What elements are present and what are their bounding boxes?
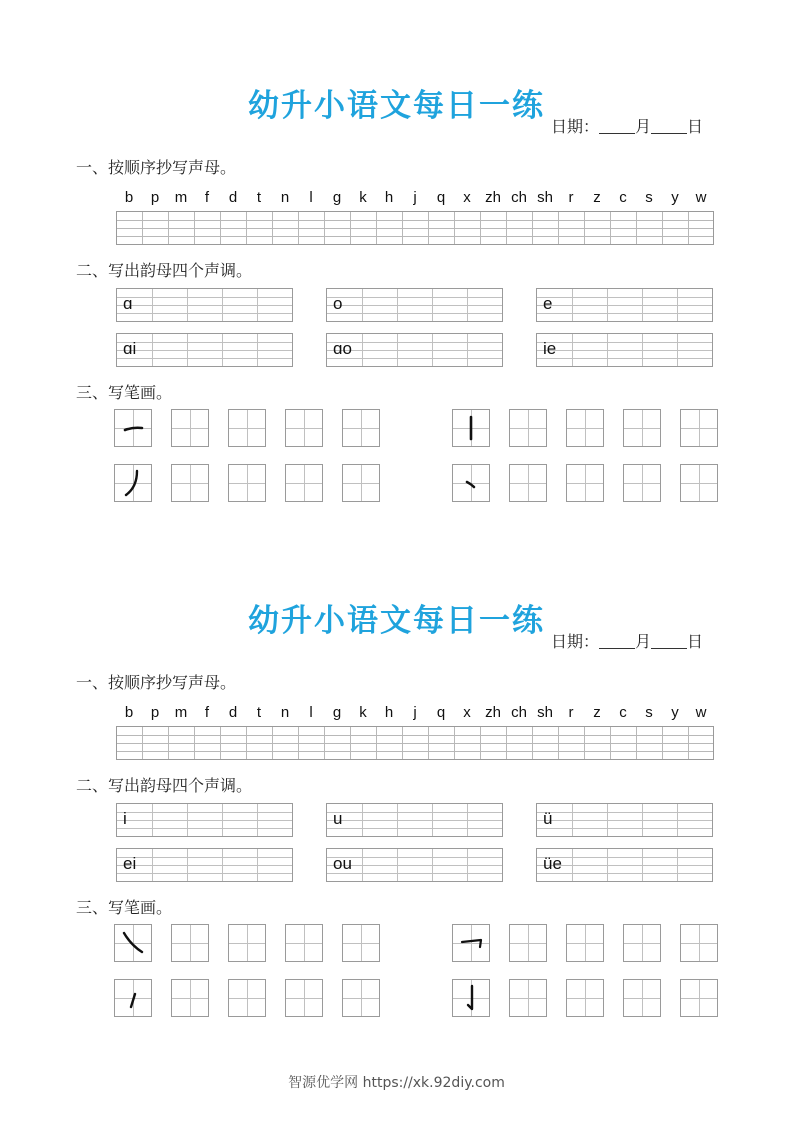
section-1-heading: 一、按顺序抄写声母。 (76, 158, 237, 177)
initial-letter: d (228, 704, 238, 721)
tone-writing-box[interactable] (326, 333, 503, 367)
tianzige-cell[interactable] (171, 924, 209, 962)
tianzige-cell[interactable] (342, 979, 380, 1017)
day-blank[interactable] (651, 634, 687, 649)
initial-letter: z (593, 189, 601, 206)
initial-letter: ch (511, 704, 527, 721)
initial-letter: z (593, 704, 601, 721)
date-label: 日期： (551, 117, 600, 136)
initial-letter: q (436, 704, 446, 721)
initial-letter: c (619, 189, 627, 206)
tianzige-cell[interactable] (680, 979, 718, 1017)
tianzige-cell[interactable] (171, 464, 209, 502)
initial-letter: p (150, 189, 160, 206)
initial-letter: l (309, 704, 313, 721)
initial-letter: p (150, 704, 160, 721)
tianzige-cell[interactable] (623, 409, 661, 447)
initial-letter: h (384, 704, 394, 721)
tianzige-cell[interactable] (509, 924, 547, 962)
initial-letter: x (463, 704, 471, 721)
initial-letter: b (124, 704, 134, 721)
tianzige-cell[interactable] (623, 464, 661, 502)
tianzige-cell[interactable] (285, 924, 323, 962)
final-label: i (123, 809, 127, 828)
tianzige-cell[interactable] (509, 409, 547, 447)
final-label: ei (123, 854, 137, 873)
tone-writing-box[interactable] (536, 288, 713, 322)
page-title: 幼升小语文每日一练 (248, 603, 545, 639)
tianzige-cell[interactable] (452, 924, 490, 962)
initial-letter: j (413, 189, 417, 206)
tianzige-cell[interactable] (285, 979, 323, 1017)
initial-letter: g (332, 704, 342, 721)
day-label: 日 (687, 117, 704, 136)
tone-writing-box[interactable] (116, 288, 293, 322)
tone-writing-box[interactable] (326, 288, 503, 322)
initial-letter: y (671, 189, 679, 206)
tianzige-cell[interactable] (171, 979, 209, 1017)
initial-letter: n (280, 189, 290, 206)
tone-writing-box[interactable] (536, 333, 713, 367)
initial-letter: r (568, 189, 574, 206)
final-label: ɑi (123, 339, 137, 358)
tianzige-cell[interactable] (114, 409, 152, 447)
final-label: ie (543, 339, 557, 358)
initial-letter: h (384, 189, 394, 206)
stroke-shugou-icon (453, 980, 489, 1016)
tone-writing-box[interactable] (116, 333, 293, 367)
tone-writing-box[interactable] (536, 848, 713, 882)
initial-letter: k (359, 704, 367, 721)
initial-letter: w (695, 189, 707, 206)
tianzige-cell[interactable] (228, 464, 266, 502)
initials-writing-grid[interactable] (116, 726, 714, 760)
initial-letter: m (174, 704, 188, 721)
stroke-heng-icon (115, 410, 151, 446)
date-line (551, 114, 703, 137)
final-label: e (543, 294, 553, 313)
initial-letter: zh (485, 704, 501, 721)
initial-letter: sh (537, 704, 553, 721)
section-1-heading: 一、按顺序抄写声母。 (76, 673, 237, 692)
tianzige-cell[interactable] (623, 924, 661, 962)
initial-letter: q (436, 189, 446, 206)
tianzige-cell[interactable] (566, 979, 604, 1017)
final-label: üe (543, 854, 562, 873)
section-3-heading: 三、写笔画。 (76, 898, 173, 917)
section-2-heading: 二、写出韵母四个声调。 (76, 261, 253, 280)
initial-letter: f (204, 189, 210, 206)
tianzige-cell[interactable] (509, 979, 547, 1017)
tianzige-cell[interactable] (452, 409, 490, 447)
tianzige-cell[interactable] (228, 924, 266, 962)
initial-letter: n (280, 704, 290, 721)
final-label: ɑo (333, 339, 352, 358)
tianzige-cell[interactable] (623, 979, 661, 1017)
initial-letter: j (413, 704, 417, 721)
initials-row (116, 704, 714, 724)
stroke-shu-icon (453, 410, 489, 446)
final-label: ü (543, 809, 553, 828)
tone-writing-box[interactable] (536, 803, 713, 837)
date-line (551, 629, 703, 652)
tianzige-cell[interactable] (680, 464, 718, 502)
initial-letter: s (645, 189, 653, 206)
day-label: 日 (687, 632, 704, 651)
initial-letter: ch (511, 189, 527, 206)
initial-letter: k (359, 189, 367, 206)
section-3-heading: 三、写笔画。 (76, 383, 173, 402)
section-2-heading: 二、写出韵母四个声调。 (76, 776, 253, 795)
initials-row (116, 189, 714, 209)
tianzige-cell[interactable] (114, 924, 152, 962)
month-label: 月 (635, 632, 652, 651)
tone-writing-box[interactable] (116, 803, 293, 837)
stroke-dian-icon (453, 465, 489, 501)
final-label: o (333, 294, 343, 313)
month-blank[interactable] (599, 634, 635, 649)
initial-letter: zh (485, 189, 501, 206)
initial-letter: s (645, 704, 653, 721)
footer-text: 智源优学网 https://xk.92diy.com (288, 1075, 505, 1091)
tianzige-cell[interactable] (114, 464, 152, 502)
initial-letter: sh (537, 189, 553, 206)
page-title: 幼升小语文每日一练 (248, 88, 545, 124)
tianzige-cell[interactable] (566, 409, 604, 447)
tianzige-cell[interactable] (342, 924, 380, 962)
final-label: ou (333, 854, 352, 873)
tianzige-cell[interactable] (342, 464, 380, 502)
month-label: 月 (635, 117, 652, 136)
initial-letter: r (568, 704, 574, 721)
initial-letter: b (124, 189, 134, 206)
initial-letter: l (309, 189, 313, 206)
final-label: ɑ (123, 294, 133, 313)
tianzige-cell[interactable] (680, 924, 718, 962)
final-label: u (333, 809, 343, 828)
stroke-ti-icon (115, 980, 151, 1016)
tianzige-cell[interactable] (509, 464, 547, 502)
initial-letter: y (671, 704, 679, 721)
stroke-na-icon (115, 925, 151, 961)
initial-letter: f (204, 704, 210, 721)
tianzige-cell[interactable] (171, 409, 209, 447)
tianzige-cell[interactable] (228, 979, 266, 1017)
tianzige-cell[interactable] (452, 979, 490, 1017)
tianzige-cell[interactable] (228, 409, 266, 447)
initial-letter: x (463, 189, 471, 206)
stroke-pie-icon (115, 465, 151, 501)
tianzige-cell[interactable] (566, 924, 604, 962)
month-blank[interactable] (599, 119, 635, 134)
day-blank[interactable] (651, 119, 687, 134)
initial-letter: w (695, 704, 707, 721)
initials-writing-grid[interactable] (116, 211, 714, 245)
tianzige-cell[interactable] (452, 464, 490, 502)
stroke-hengzhe-icon (453, 925, 489, 961)
date-label: 日期： (551, 632, 600, 651)
initial-letter: c (619, 704, 627, 721)
tone-writing-box[interactable] (326, 848, 503, 882)
tianzige-cell[interactable] (680, 409, 718, 447)
tone-writing-box[interactable] (326, 803, 503, 837)
tianzige-cell[interactable] (285, 409, 323, 447)
initial-letter: t (256, 704, 262, 721)
initial-letter: g (332, 189, 342, 206)
tone-writing-box[interactable] (116, 848, 293, 882)
tianzige-cell[interactable] (342, 409, 380, 447)
tianzige-cell[interactable] (566, 464, 604, 502)
initial-letter: m (174, 189, 188, 206)
initial-letter: t (256, 189, 262, 206)
tianzige-cell[interactable] (114, 979, 152, 1017)
initial-letter: d (228, 189, 238, 206)
tianzige-cell[interactable] (285, 464, 323, 502)
